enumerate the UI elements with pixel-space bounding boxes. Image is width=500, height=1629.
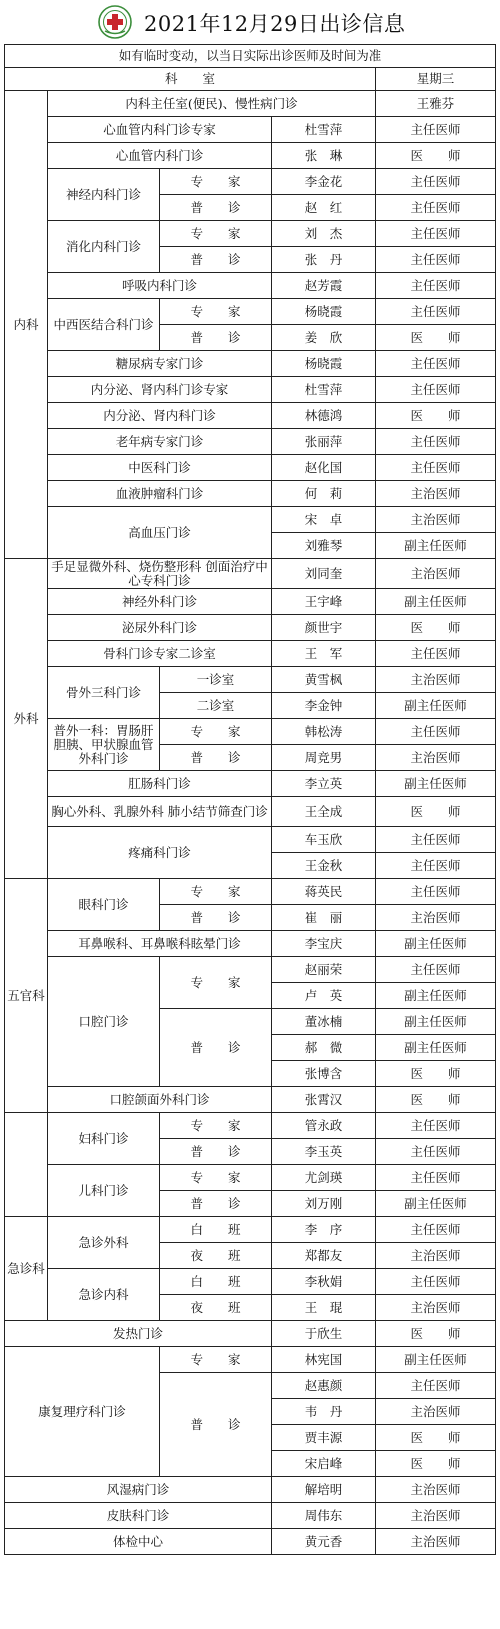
doctor-title: 医 师	[376, 1087, 496, 1113]
doctor-title: 医 师	[376, 1425, 496, 1451]
page-header	[0, 0, 500, 44]
doctor-name: 林德鸿	[272, 403, 376, 429]
category-cell-empty	[5, 1113, 48, 1217]
doctor-title: 主治医师	[376, 1503, 496, 1529]
doctor-name: 刘同奎	[272, 559, 376, 589]
doctor-name: 张博含	[272, 1061, 376, 1087]
doctor-title: 副主任医师	[376, 1191, 496, 1217]
doctor-title: 医 师	[376, 403, 496, 429]
doctor-name: 于欣生	[272, 1321, 376, 1347]
doctor-name: 李 序	[272, 1217, 376, 1243]
doctor-name: 王金秋	[272, 853, 376, 879]
doctor-title: 主任医师	[376, 1217, 496, 1243]
clinic-name: 耳鼻喉科、耳鼻喉科眩晕门诊	[48, 931, 272, 957]
clinic-name: 妇科门诊	[48, 1113, 160, 1165]
clinic-name: 体检中心	[5, 1529, 272, 1555]
doctor-title: 主治医师	[376, 745, 496, 771]
doctor-title: 主任医师	[376, 1113, 496, 1139]
schedule-table	[4, 44, 496, 1555]
doctor-title: 主任医师	[376, 719, 496, 745]
doctor-name: 周伟东	[272, 1503, 376, 1529]
doctor-name: 何 莉	[272, 481, 376, 507]
doctor-name: 张霄汉	[272, 1087, 376, 1113]
doctor-name: 王宇峰	[272, 589, 376, 615]
sub-type: 一诊室	[160, 667, 272, 693]
doctor-name: 郝 微	[272, 1035, 376, 1061]
doctor-title: 主任医师	[376, 1373, 496, 1399]
clinic-name: 口腔颌面外科门诊	[48, 1087, 272, 1113]
doctor-name: 张丽萍	[272, 429, 376, 455]
notice-text: 如有临时变动，以当日实际出诊医师及时间为准	[5, 45, 496, 68]
doctor-name: 刘雅琴	[272, 533, 376, 559]
doctor-title: 副主任医师	[376, 983, 496, 1009]
sub-type: 专 家	[160, 879, 272, 905]
doctor-title: 主治医师	[376, 667, 496, 693]
doctor-title: 主任医师	[376, 273, 496, 299]
clinic-name: 神经外科门诊	[48, 589, 272, 615]
doctor-name: 王雅芬	[376, 91, 496, 117]
doctor-name: 李金花	[272, 169, 376, 195]
doctor-title: 主任医师	[376, 221, 496, 247]
sub-type: 白 班	[160, 1269, 272, 1295]
doctor-title: 主治医师	[376, 1243, 496, 1269]
clinic-name: 血液肿瘤科门诊	[48, 481, 272, 507]
clinic-name: 肛肠科门诊	[48, 771, 272, 797]
doctor-name: 赵丽荣	[272, 957, 376, 983]
doctor-name: 姜 欣	[272, 325, 376, 351]
doctor-title: 副主任医师	[376, 931, 496, 957]
doctor-title: 主任医师	[376, 455, 496, 481]
doctor-name: 颜世宇	[272, 615, 376, 641]
header-day: 星期三	[376, 68, 496, 91]
clinic-name: 疼痛科门诊	[48, 827, 272, 879]
sub-type: 普 诊	[160, 1373, 272, 1477]
doctor-name: 杨晓霞	[272, 351, 376, 377]
doctor-name: 王全成	[272, 797, 376, 827]
doctor-name: 黄元香	[272, 1529, 376, 1555]
doctor-name: 周竞男	[272, 745, 376, 771]
sub-type: 专 家	[160, 299, 272, 325]
clinic-name: 中西医结合科门诊	[48, 299, 160, 351]
sub-type: 专 家	[160, 719, 272, 745]
clinic-name: 儿科门诊	[48, 1165, 160, 1217]
doctor-title: 主任医师	[376, 879, 496, 905]
category-cell: 外科	[5, 559, 48, 879]
clinic-name: 泌尿外科门诊	[48, 615, 272, 641]
doctor-title: 医 师	[376, 143, 496, 169]
doctor-name: 贾丰源	[272, 1425, 376, 1451]
doctor-name: 刘万刚	[272, 1191, 376, 1217]
clinic-name: 口腔门诊	[48, 957, 160, 1087]
doctor-title: 主任医师	[376, 1269, 496, 1295]
header-dept: 科 室	[5, 68, 376, 91]
doctor-title: 主任医师	[376, 377, 496, 403]
sub-type: 专 家	[160, 169, 272, 195]
clinic-name: 老年病专家门诊	[48, 429, 272, 455]
sub-type: 普 诊	[160, 325, 272, 351]
sub-type: 普 诊	[160, 247, 272, 273]
doctor-title: 副主任医师	[376, 533, 496, 559]
doctor-name: 赵芳霞	[272, 273, 376, 299]
clinic-name: 手足显微外科、烧伤整形科 创面治疗中心专科门诊	[48, 559, 272, 589]
doctor-name: 韦 丹	[272, 1399, 376, 1425]
doctor-title: 副主任医师	[376, 1035, 496, 1061]
doctor-title: 主治医师	[376, 507, 496, 533]
clinic-name: 风湿病门诊	[5, 1477, 272, 1503]
doctor-title: 主治医师	[376, 559, 496, 589]
doctor-name: 林宪国	[272, 1347, 376, 1373]
doctor-title: 医 师	[376, 1061, 496, 1087]
doctor-title: 主任医师	[376, 641, 496, 667]
sub-type: 普 诊	[160, 1191, 272, 1217]
sub-type: 专 家	[160, 1113, 272, 1139]
category-cell: 内科	[5, 91, 48, 559]
doctor-title: 主治医师	[376, 481, 496, 507]
clinic-name: 呼吸内科门诊	[48, 273, 272, 299]
doctor-title: 主任医师	[376, 429, 496, 455]
doctor-title: 医 师	[376, 1321, 496, 1347]
clinic-name: 皮肤科门诊	[5, 1503, 272, 1529]
doctor-title: 主治医师	[376, 1295, 496, 1321]
doctor-name: 宋 卓	[272, 507, 376, 533]
sub-type: 白 班	[160, 1217, 272, 1243]
doctor-title: 医 师	[376, 325, 496, 351]
doctor-title: 副主任医师	[376, 771, 496, 797]
doctor-title: 副主任医师	[376, 1009, 496, 1035]
clinic-name: 康复理疗科门诊	[5, 1347, 160, 1477]
clinic-name: 胸心外科、乳腺外科 肺小结节筛查门诊	[48, 797, 272, 827]
doctor-name: 卢 英	[272, 983, 376, 1009]
clinic-name: 糖尿病专家门诊	[48, 351, 272, 377]
doctor-name: 车玉欣	[272, 827, 376, 853]
doctor-title: 医 师	[376, 1451, 496, 1477]
doctor-title: 主任医师	[376, 827, 496, 853]
clinic-name: 发热门诊	[5, 1321, 272, 1347]
sub-type: 夜 班	[160, 1295, 272, 1321]
clinic-name: 急诊内科	[48, 1269, 160, 1321]
sub-type: 专 家	[160, 1165, 272, 1191]
clinic-name: 内分泌、肾内科门诊	[48, 403, 272, 429]
sub-type: 普 诊	[160, 1139, 272, 1165]
doctor-name: 宋启峰	[272, 1451, 376, 1477]
sub-type: 专 家	[160, 221, 272, 247]
doctor-title: 主任医师	[376, 351, 496, 377]
doctor-title: 主治医师	[376, 905, 496, 931]
hospital-logo-icon	[98, 5, 132, 39]
doctor-title: 主任医师	[376, 1139, 496, 1165]
doctor-name: 崔 丽	[272, 905, 376, 931]
doctor-name: 杜雪萍	[272, 377, 376, 403]
clinic-name: 普外一科：胃肠肝 胆胰、甲状腺血管 外科门诊	[48, 719, 160, 771]
doctor-name: 李秋娟	[272, 1269, 376, 1295]
doctor-name: 王 军	[272, 641, 376, 667]
clinic-name: 急诊外科	[48, 1217, 160, 1269]
doctor-title: 主任医师	[376, 1165, 496, 1191]
doctor-title: 医 师	[376, 797, 496, 827]
doctor-title: 主任医师	[376, 169, 496, 195]
sub-type: 普 诊	[160, 195, 272, 221]
sub-type: 普 诊	[160, 905, 272, 931]
doctor-name: 赵化国	[272, 455, 376, 481]
sub-type: 专 家	[160, 1347, 272, 1373]
doctor-title: 主任医师	[376, 247, 496, 273]
clinic-name: 中医科门诊	[48, 455, 272, 481]
doctor-title: 副主任医师	[376, 693, 496, 719]
clinic-name: 骨科门诊专家二诊室	[48, 641, 272, 667]
category-cell: 急诊科	[5, 1217, 48, 1321]
doctor-name: 董冰楠	[272, 1009, 376, 1035]
clinic-name: 神经内科门诊	[48, 169, 160, 221]
doctor-name: 李金钟	[272, 693, 376, 719]
clinic-name: 眼科门诊	[48, 879, 160, 931]
clinic-name: 心血管内科门诊	[48, 143, 272, 169]
doctor-name: 尤剑瑛	[272, 1165, 376, 1191]
sub-type: 二诊室	[160, 693, 272, 719]
doctor-name: 王 琨	[272, 1295, 376, 1321]
doctor-name: 杨晓霞	[272, 299, 376, 325]
sub-type: 普 诊	[160, 1009, 272, 1087]
doctor-title: 主任医师	[376, 117, 496, 143]
clinic-name: 骨外三科门诊	[48, 667, 160, 719]
clinic-name: 高血压门诊	[48, 507, 272, 559]
page-title: 2021年12月29日出诊信息	[144, 12, 406, 36]
doctor-name: 李玉英	[272, 1139, 376, 1165]
doctor-name: 李立英	[272, 771, 376, 797]
clinic-name: 心血管内科门诊专家	[48, 117, 272, 143]
doctor-name: 黄雪枫	[272, 667, 376, 693]
sub-type: 专 家	[160, 957, 272, 1009]
clinic-name: 内分泌、肾内科门诊专家	[48, 377, 272, 403]
doctor-title: 主任医师	[376, 195, 496, 221]
sub-type: 夜 班	[160, 1243, 272, 1269]
doctor-title: 主任医师	[376, 957, 496, 983]
doctor-title: 副主任医师	[376, 589, 496, 615]
doctor-name: 张 丹	[272, 247, 376, 273]
doctor-name: 赵 红	[272, 195, 376, 221]
sub-type: 普 诊	[160, 745, 272, 771]
doctor-name: 蒋英民	[272, 879, 376, 905]
doctor-title: 副主任医师	[376, 1347, 496, 1373]
doctor-name: 李宝庆	[272, 931, 376, 957]
doctor-title: 主治医师	[376, 1529, 496, 1555]
doctor-name: 刘 杰	[272, 221, 376, 247]
clinic-name: 内科主任室(便民)、慢性病门诊	[48, 91, 376, 117]
category-cell: 五官科	[5, 879, 48, 1113]
doctor-name: 赵惠颜	[272, 1373, 376, 1399]
doctor-name: 张 琳	[272, 143, 376, 169]
doctor-name: 杜雪萍	[272, 117, 376, 143]
clinic-name: 消化内科门诊	[48, 221, 160, 273]
doctor-name: 管永政	[272, 1113, 376, 1139]
doctor-name: 郑都友	[272, 1243, 376, 1269]
doctor-title: 主治医师	[376, 1477, 496, 1503]
doctor-name: 解培明	[272, 1477, 376, 1503]
doctor-title: 主任医师	[376, 299, 496, 325]
doctor-name: 韩松涛	[272, 719, 376, 745]
doctor-title: 主任医师	[376, 853, 496, 879]
doctor-title: 医 师	[376, 615, 496, 641]
doctor-title: 主治医师	[376, 1399, 496, 1425]
